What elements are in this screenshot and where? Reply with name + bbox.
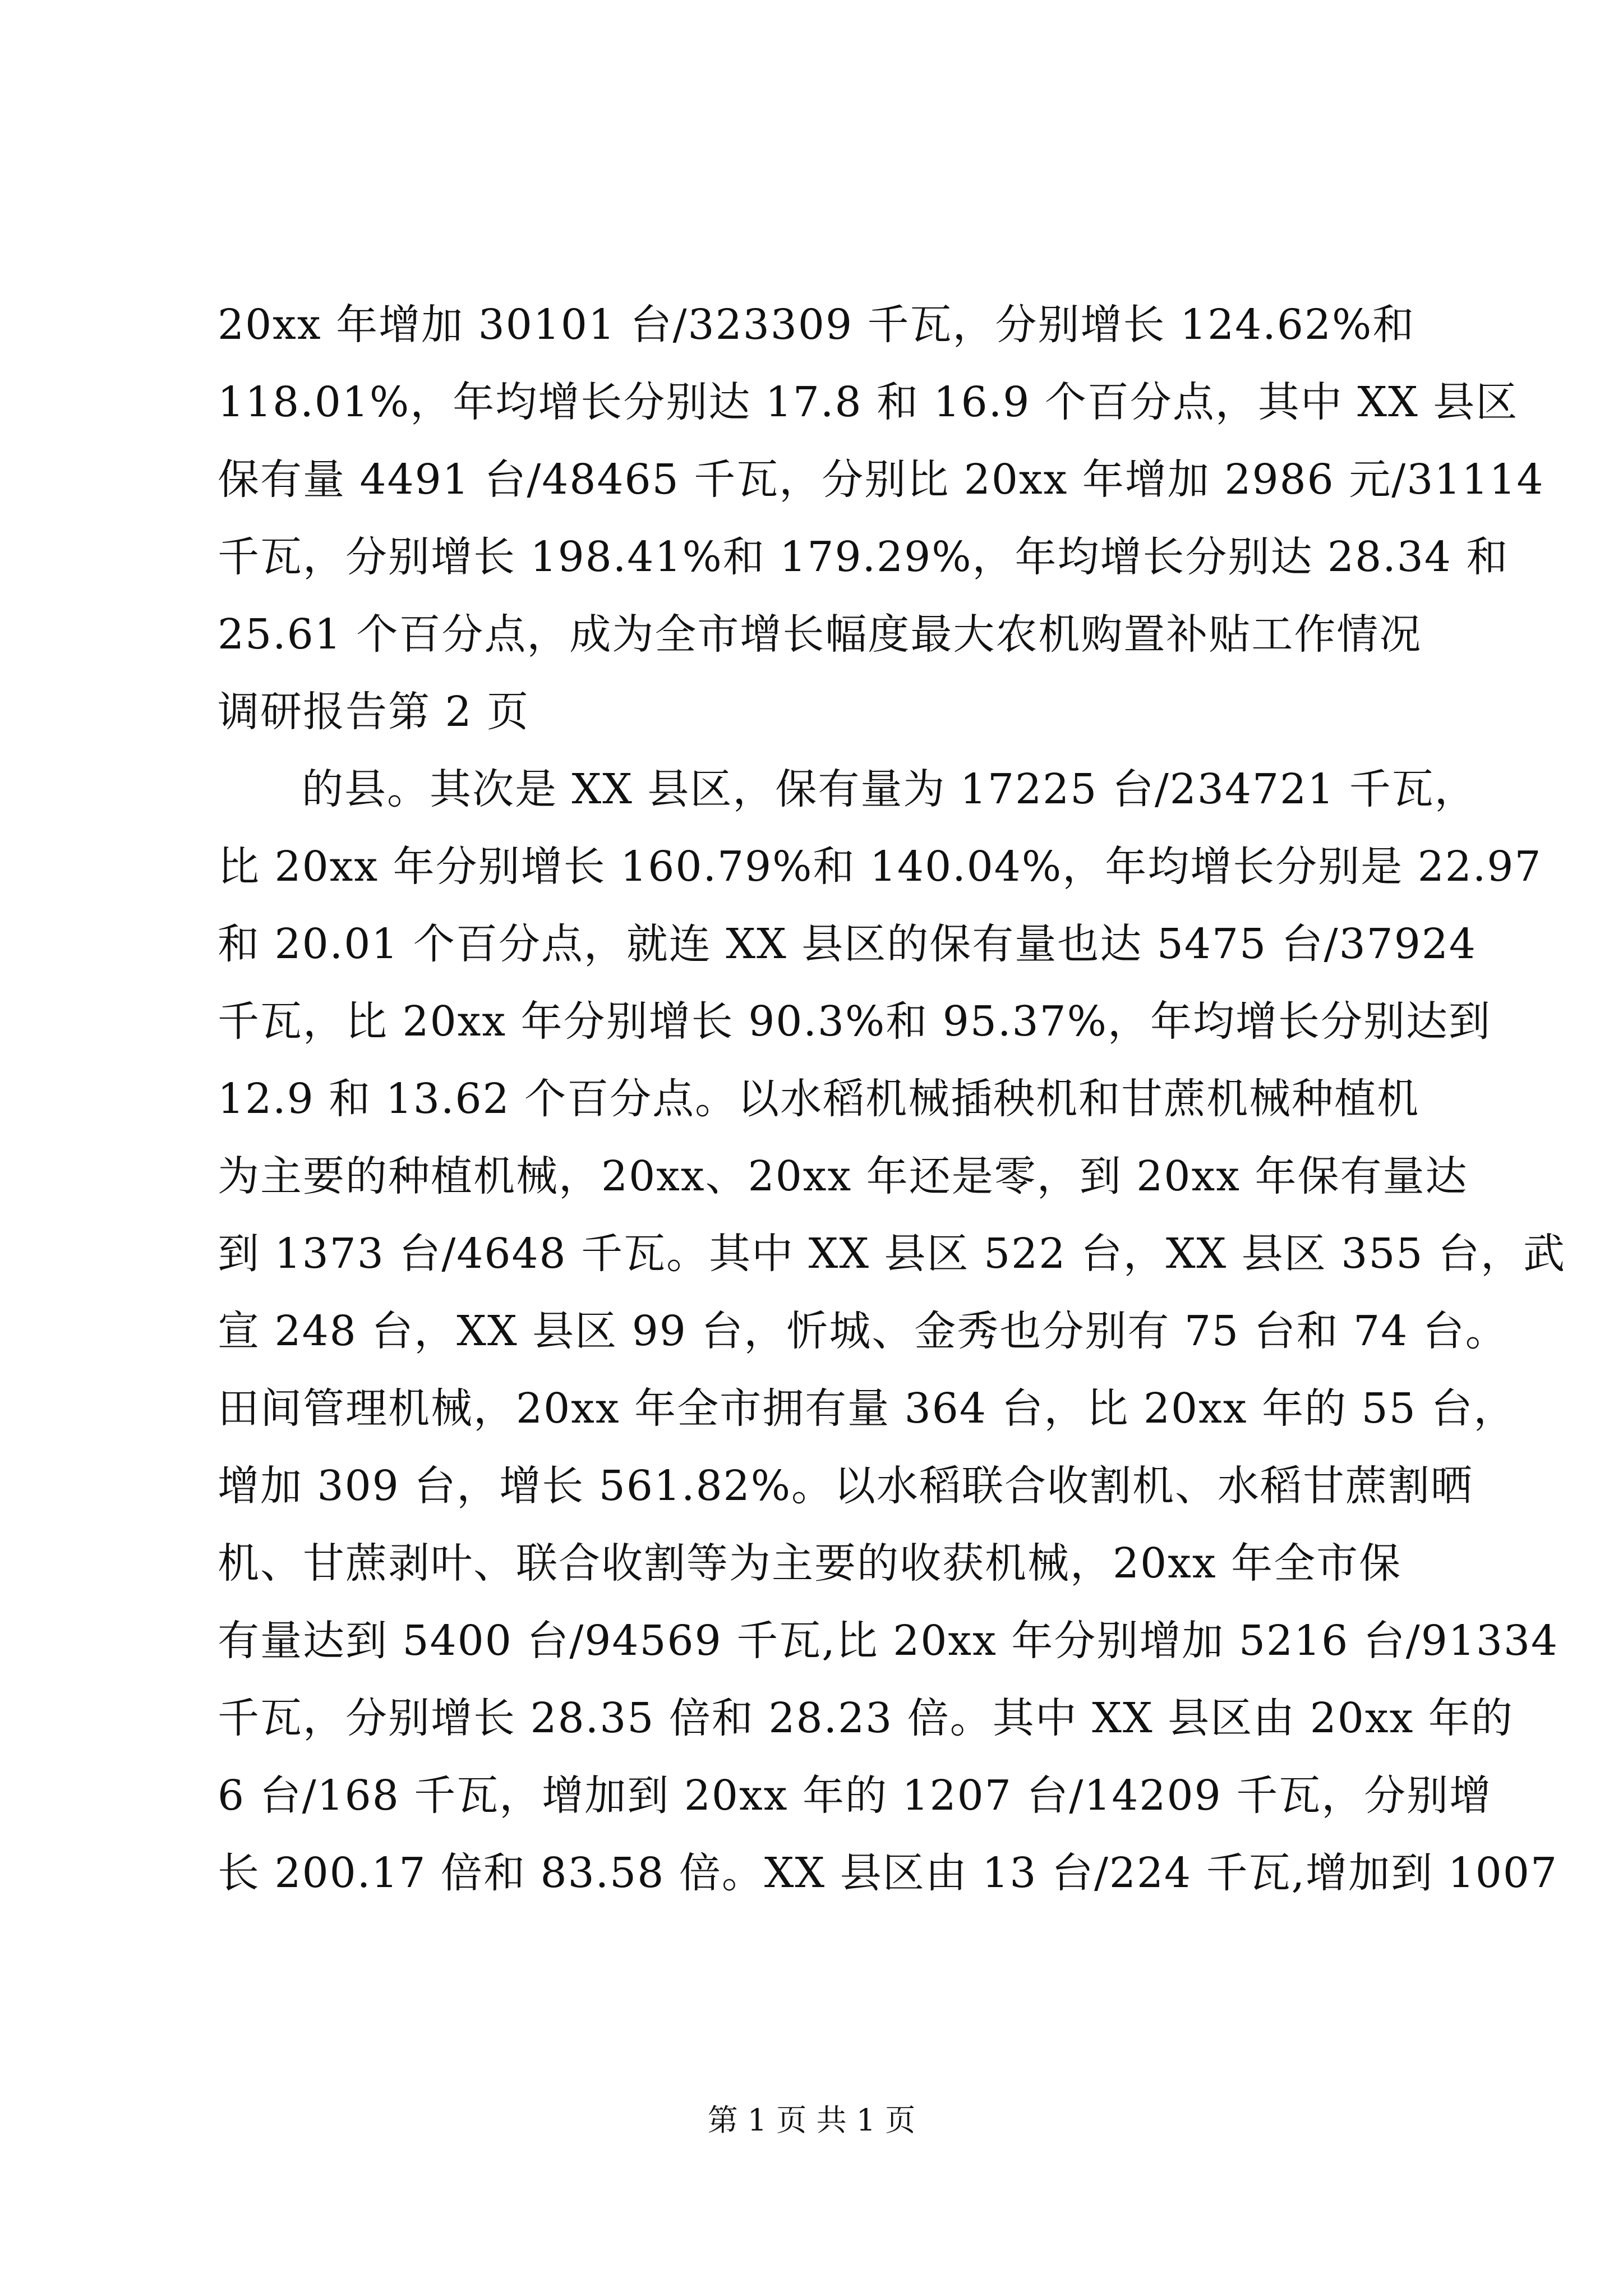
- text-line: 25.61 个百分点，成为全市增长幅度最大农机购置补贴工作情况: [218, 610, 1422, 659]
- text-line: 千瓦，分别增长 198.41%和 179.29%，年均增长分别达 28.34 和: [218, 533, 1509, 581]
- text-line: 6 台/168 千瓦，增加到 20xx 年的 1207 台/14209 千瓦，分别增: [218, 1772, 1492, 1820]
- text-line: 比 20xx 年分别增长 160.79%和 140.04%，年均增长分别是 22.97: [218, 843, 1542, 891]
- text-line: 和 20.01 个百分点，就连 XX 县区的保有量也达 5475 台/37924: [218, 920, 1477, 968]
- text-line: 有量达到 5400 台/94569 千瓦,比 20xx 年分别增加 5216 台/91334: [218, 1617, 1559, 1665]
- text-line: 增加 309 台，增长 561.82%。以水稻联合收割机、水稻甘蔗割晒: [218, 1462, 1474, 1510]
- text-line: 千瓦，分别增长 28.35 倍和 28.23 倍。其中 XX 县区由 20xx 年的: [218, 1694, 1514, 1742]
- body-text: [218, 286, 1566, 1912]
- text-line: 12.9 和 13.62 个百分点。以水稻机械插秧机和甘蔗机械种植机: [218, 1075, 1420, 1123]
- text-line: 保有量 4491 台/48465 千瓦，分别比 20xx 年增加 2986 元/31114: [218, 455, 1544, 504]
- text-line: 千瓦，比 20xx 年分别增长 90.3%和 95.37%，年均增长分别达到: [218, 997, 1491, 1046]
- text-line: 20xx 年增加 30101 台/323309 千瓦，分别增长 124.62%和: [218, 301, 1415, 349]
- text-line: 机、甘蔗剥叶、联合收割等为主要的收获机械，20xx 年全市保: [218, 1539, 1402, 1588]
- text-line: 的县。其次是 XX 县区，保有量为 17225 台/234721 千瓦，: [302, 765, 1477, 813]
- text-line: 宣 248 台，XX 县区 99 台，忻城、金秀也分别有 75 台和 74 台。: [218, 1307, 1508, 1355]
- text-line: 为主要的种植机械，20xx、20xx 年还是零，到 20xx 年保有量达: [218, 1152, 1468, 1200]
- text-line: 118.01%，年均增长分别达 17.8 和 16.9 个百分点，其中 XX 县区: [218, 378, 1519, 426]
- text-line: 到 1373 台/4648 千瓦。其中 XX 县区 522 台，XX 县区 355 台，武: [218, 1230, 1566, 1278]
- page-number-label: 第 1 页 共 1 页: [707, 2102, 916, 2138]
- text-line: 长 200.17 倍和 83.58 倍。XX 县区由 13 台/224 千瓦,增加到 1007: [218, 1849, 1559, 1897]
- text-line: 田间管理机械，20xx 年全市拥有量 364 台，比 20xx 年的 55 台，: [218, 1384, 1516, 1433]
- text-line: 调研报告第 2 页: [218, 688, 530, 736]
- page-footer: [0, 2101, 1623, 2140]
